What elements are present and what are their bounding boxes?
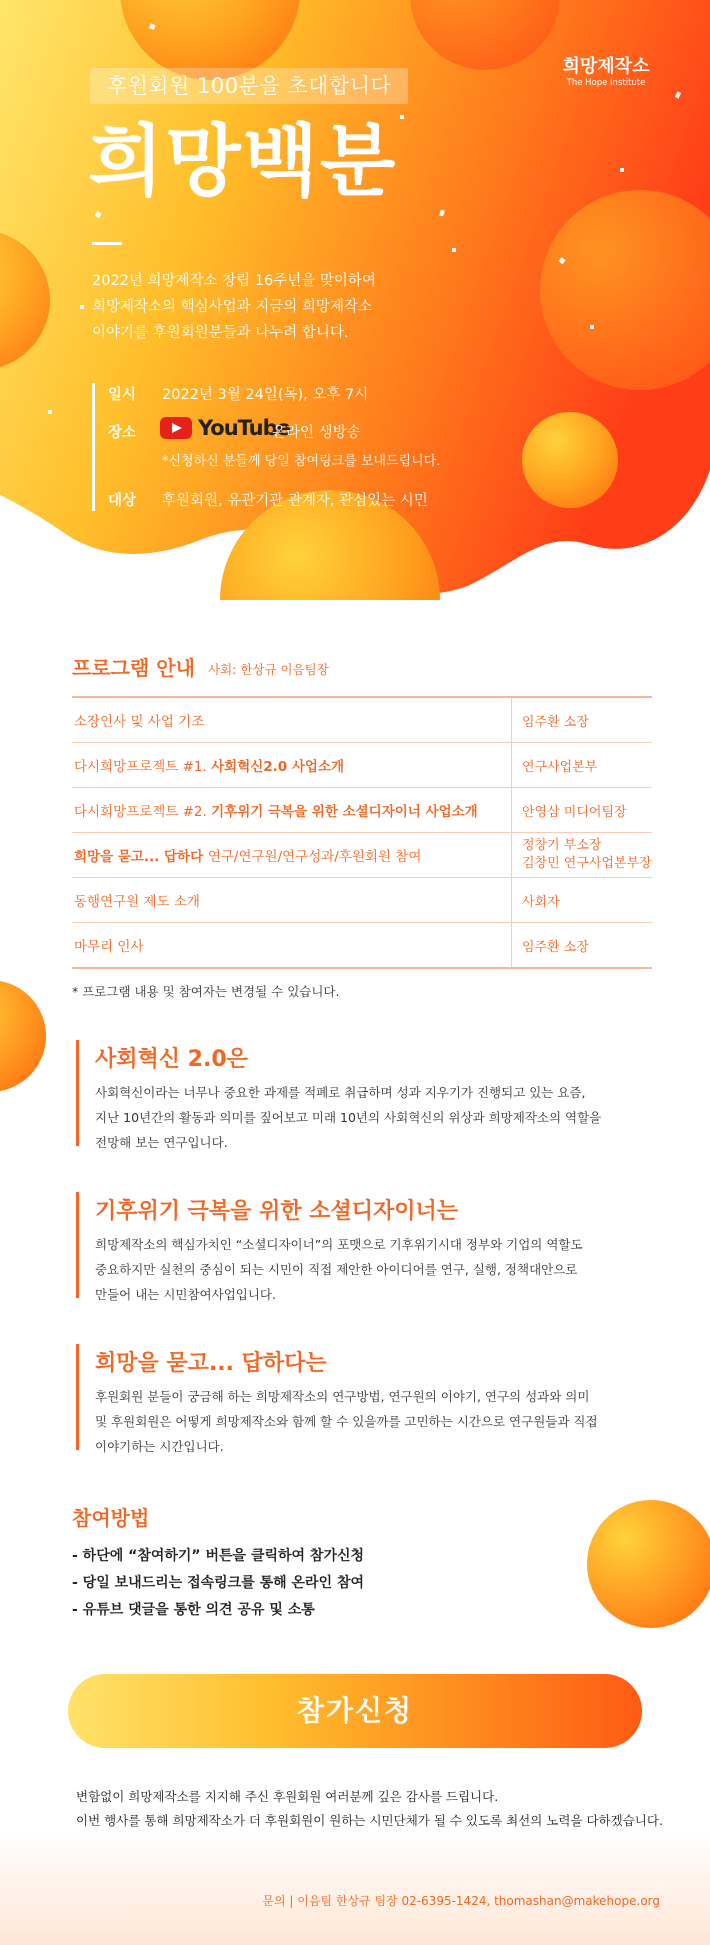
section-line: 및 후원회원은 어떻게 희망제작소와 함께 할 수 있을까를 고민하는 시간으로 연구원들과 직접 (95, 1414, 598, 1429)
brand-logo[interactable] (556, 52, 656, 88)
program-item (72, 743, 512, 788)
program-speaker (512, 697, 653, 743)
speaker-text: 임주환 소장 (522, 714, 589, 730)
apply-button-label: 참가신청 (296, 1694, 414, 1727)
speaker-text: 정창기 부소장 (522, 838, 602, 853)
section-body (95, 1232, 615, 1307)
join-title: 참여방법 (72, 1506, 150, 1530)
event-title: 희망백분 (88, 117, 398, 207)
join-step: - 당일 보내드리는 접속링크를 통해 온라인 참여 (72, 1575, 365, 1591)
youtube-play-icon (160, 417, 192, 439)
speaker-text: 사회자 (522, 894, 560, 910)
program-host: 사회: 한상규 이음팀장 (208, 662, 329, 677)
target-value: 후원회원, 유관기관 관계자, 관심있는 시민 (162, 493, 428, 509)
section-line: 지난 10년간의 활동과 의미를 짚어보고 미래 10년의 사회혁신의 위상과 희망제작소의 역할을 (95, 1110, 602, 1125)
target-label: 대상 (108, 493, 137, 509)
contact-info[interactable]: 문의 | 이음팀 한상규 팀장 02-6395-1424, thomashan@makehope.org (262, 1894, 660, 1908)
section-line: 희망제작소의 핵심가치인 “소셜디자이너”의 포맷으로 기후위기시대 정부와 기업의 역할도 (95, 1237, 583, 1252)
thanks-message (76, 1785, 663, 1833)
join-step: - 유튜브 댓글을 통한 의견 공유 및 소통 (72, 1602, 315, 1618)
apply-button[interactable] (68, 1674, 642, 1748)
logo-name: 희망제작소 (562, 56, 650, 77)
speaker-text: 안영삼 미디어팀장 (522, 804, 627, 820)
section-title: 기후위기 극복을 위한 소셜디자이너는 (95, 1199, 459, 1224)
section-line: 만들어 내는 시민참여사업입니다. (95, 1287, 276, 1302)
program-item-prefix: 다시희망프로젝트 #2. (74, 804, 212, 820)
section-line: 후원회원 분들이 궁금해 하는 희망제작소의 연구방법, 연구원의 이야기, 연구의 성과와 의미 (95, 1389, 590, 1404)
intro-line: 희망제작소의 핵심사업과 지금의 희망제작소 (92, 299, 372, 315)
intro-line: 2022년 희망제작소 창립 16주년을 맞이하여 (92, 273, 376, 289)
section-line: 중요하지만 실천의 중심이 되는 시민이 직접 제안한 아이디어를 연구, 실행, 정책대안으로 (95, 1262, 578, 1277)
speaker-text: 임주환 소장 (522, 939, 589, 955)
join-step: - 하단에 “참여하기” 버튼을 클릭하여 참가신청 (72, 1548, 365, 1564)
speaker-text: 연구사업본부 (522, 759, 598, 775)
program-speaker (512, 833, 653, 878)
program-item-bold: 사회혁신2.0 사업소개 (211, 759, 345, 775)
program-item-text: 동행연구원 제도 소개 (74, 894, 200, 910)
program-item (72, 697, 512, 743)
program-item-bold: 희망을 묻고... 답하다 (74, 849, 208, 865)
section-title: 희망을 묻고... 답하다는 (95, 1351, 327, 1376)
table-row (72, 833, 652, 878)
program-item (72, 878, 512, 923)
footer-background (0, 1830, 710, 1945)
table-row (72, 923, 652, 969)
date-value: 2022년 3월 24일(목), 오후 7시 (162, 387, 369, 403)
hero-banner (0, 0, 710, 600)
youtube-logo (160, 416, 290, 440)
program-item-text: 마무리 인사 (74, 939, 144, 955)
thanks-line: 변함없이 희망제작소를 지지해 주신 후원회원 여러분께 깊은 감사를 드립니다. (76, 1789, 499, 1804)
program-speaker (512, 923, 653, 969)
title-divider (92, 242, 122, 245)
program-speaker (512, 743, 653, 788)
program-item (72, 833, 512, 878)
table-row (72, 788, 652, 833)
place-label: 장소 (108, 425, 137, 441)
section-line: 이야기하는 시간입니다. (95, 1439, 224, 1454)
place-note: *신청하신 분들께 당일 참여링크를 보내드립니다. (162, 454, 441, 469)
date-label: 일시 (108, 387, 137, 403)
table-row (72, 878, 652, 923)
decor-ball-left (0, 978, 50, 1098)
table-row (72, 743, 652, 788)
decor-ball-right (585, 1488, 710, 1648)
program-item-text: 소장인사 및 사업 기조 (74, 714, 205, 730)
intro-text (92, 268, 422, 346)
program-item (72, 788, 512, 833)
section-body (95, 1080, 615, 1155)
program-title: 프로그램 안내 (72, 656, 195, 680)
section-bar (76, 1192, 79, 1298)
section-title: 사회혁신 2.0은 (95, 1047, 248, 1072)
section-bar (76, 1344, 79, 1450)
thanks-line: 이번 행사를 통해 희망제작소가 더 후원회원이 원하는 시민단체가 될 수 있도록 최선의 노력을 다하겠습니다. (76, 1813, 663, 1828)
section-bar (76, 1040, 79, 1146)
program-table (72, 696, 652, 969)
program-item (72, 923, 512, 969)
invite-banner: 후원회원 100분을 초대합니다 (90, 68, 408, 104)
youtube-wordmark: YouTube (198, 416, 290, 440)
place-value: 온라인 생방송 (272, 425, 361, 441)
program-item-prefix: 다시희망프로젝트 #1. (74, 759, 212, 775)
info-bar (92, 383, 95, 511)
section-body (95, 1384, 615, 1459)
section-line: 사회혁신이라는 너무나 중요한 과제를 적폐로 취급하며 성과 지우기가 진행되고 있는 요즘, (95, 1085, 586, 1100)
section-line: 전망해 보는 연구입니다. (95, 1135, 228, 1150)
program-speaker (512, 788, 653, 833)
program-speaker (512, 878, 653, 923)
program-item-bold: 기후위기 극복을 위한 소셜디자이너 사업소개 (211, 804, 478, 820)
logo-sub: The Hope Institute (566, 78, 646, 88)
program-item-suffix: 연구/연구원/연구성과/후원회원 참여 (207, 849, 422, 865)
speaker-text: 김창민 연구사업본부장 (522, 856, 652, 871)
intro-line: 이야기를 후원회원분들과 나누려 합니다. (92, 325, 349, 341)
table-row (72, 697, 652, 743)
program-note: * 프로그램 내용 및 참여자는 변경될 수 있습니다. (72, 984, 340, 999)
